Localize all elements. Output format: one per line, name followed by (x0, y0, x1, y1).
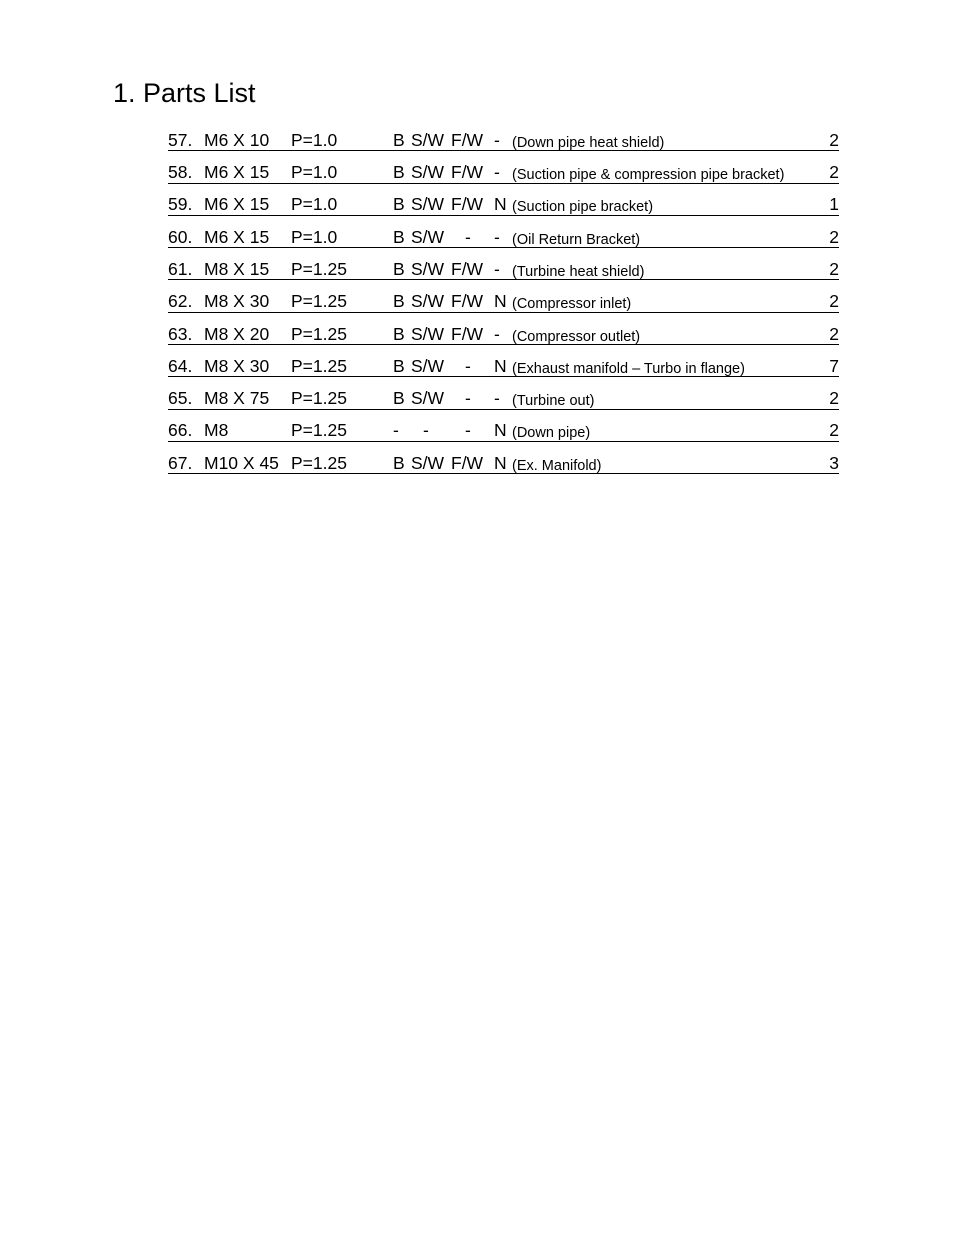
part-pitch: P=1.25 (291, 258, 347, 279)
part-quantity: 2 (829, 323, 839, 344)
part-number: 61. (168, 258, 193, 279)
part-flat-washer: F/W (451, 194, 484, 215)
part-pitch: P=1.25 (291, 323, 347, 344)
part-flat-washer: F/W (451, 291, 484, 312)
part-spring-washer: S/W (411, 355, 445, 376)
part-description: (Turbine heat shield) (512, 263, 645, 280)
part-row (168, 445, 839, 477)
part-flat-washer: - (465, 355, 471, 376)
part-row (168, 187, 839, 219)
part-row (168, 283, 839, 315)
part-number: 67. (168, 452, 193, 473)
part-pitch: P=1.25 (291, 291, 347, 312)
part-description: (Exhaust manifold – Turbo in flange) (512, 360, 745, 377)
part-flat-washer: - (465, 420, 471, 441)
page-title: 1. Parts List (113, 78, 256, 108)
part-quantity: 2 (829, 388, 839, 409)
part-spring-washer: S/W (411, 323, 445, 344)
part-quantity: 2 (829, 291, 839, 312)
part-quantity: 2 (829, 129, 839, 150)
part-pitch: P=1.0 (291, 129, 338, 150)
part-bolt: B (393, 388, 405, 409)
part-number: 63. (168, 323, 193, 344)
part-bolt: B (393, 291, 405, 312)
part-size: M6 X 15 (204, 194, 270, 215)
row-underline (168, 150, 839, 151)
part-flat-washer: F/W (451, 323, 484, 344)
part-spring-washer: S/W (411, 226, 445, 247)
part-size: M8 X 15 (204, 258, 270, 279)
part-quantity: 2 (829, 258, 839, 279)
part-bolt: B (393, 162, 405, 183)
part-flat-washer: F/W (451, 162, 484, 183)
part-number: 65. (168, 388, 193, 409)
part-bolt: B (393, 129, 405, 150)
part-row (168, 251, 839, 283)
part-pitch: P=1.0 (291, 194, 338, 215)
part-bolt: B (393, 323, 405, 344)
part-pitch: P=1.25 (291, 452, 347, 473)
part-size: M8 X 30 (204, 355, 270, 376)
row-underline (168, 279, 839, 280)
part-nut: N (494, 452, 507, 473)
part-nut: - (494, 388, 500, 409)
part-bolt: - (393, 420, 399, 441)
part-quantity: 2 (829, 162, 839, 183)
part-pitch: P=1.0 (291, 162, 338, 183)
part-size: M8 X 30 (204, 291, 270, 312)
part-spring-washer: S/W (411, 291, 445, 312)
parts-list (168, 122, 839, 477)
part-description: (Oil Return Bracket) (512, 231, 641, 248)
part-bolt: B (393, 452, 405, 473)
part-flat-washer: F/W (451, 129, 484, 150)
part-row (168, 316, 839, 348)
part-row (168, 219, 839, 251)
part-spring-washer: S/W (411, 388, 445, 409)
part-nut: N (494, 420, 507, 441)
part-flat-washer: F/W (451, 258, 484, 279)
part-size: M8 X 75 (204, 388, 270, 409)
part-quantity: 3 (829, 452, 839, 473)
part-nut: N (494, 194, 507, 215)
part-nut: - (494, 162, 500, 183)
part-spring-washer: S/W (411, 452, 445, 473)
part-spring-washer: S/W (411, 162, 445, 183)
part-quantity: 2 (829, 226, 839, 247)
part-size: M6 X 10 (204, 129, 270, 150)
part-pitch: P=1.25 (291, 355, 347, 376)
part-flat-washer: - (465, 226, 471, 247)
part-description: (Suction pipe & compression pipe bracket) (512, 167, 785, 184)
row-underline (168, 344, 839, 345)
part-nut: - (494, 323, 500, 344)
part-bolt: B (393, 226, 405, 247)
part-bolt: B (393, 258, 405, 279)
part-row (168, 154, 839, 186)
part-number: 60. (168, 226, 193, 247)
part-nut: - (494, 226, 500, 247)
part-description: (Turbine out) (512, 393, 595, 410)
part-spring-washer: S/W (411, 258, 445, 279)
part-size: M6 X 15 (204, 226, 270, 247)
part-spring-washer: S/W (411, 129, 445, 150)
part-description: (Compressor inlet) (512, 296, 632, 313)
part-size: M8 X 20 (204, 323, 270, 344)
row-underline (168, 409, 839, 410)
part-row (168, 413, 839, 445)
part-quantity: 7 (829, 355, 839, 376)
part-description: (Down pipe heat shield) (512, 134, 665, 151)
part-description: (Down pipe) (512, 425, 591, 442)
part-row (168, 380, 839, 412)
part-nut: N (494, 291, 507, 312)
row-underline (168, 183, 839, 184)
row-underline (168, 376, 839, 377)
part-bolt: B (393, 194, 405, 215)
part-nut: - (494, 129, 500, 150)
part-number: 59. (168, 194, 193, 215)
part-nut: - (494, 258, 500, 279)
part-quantity: 1 (829, 194, 839, 215)
part-flat-washer: F/W (451, 452, 484, 473)
part-number: 66. (168, 420, 193, 441)
part-description: (Ex. Manifold) (512, 457, 602, 474)
part-row (168, 122, 839, 154)
part-size: M8 (204, 420, 229, 441)
part-size: M6 X 15 (204, 162, 270, 183)
part-pitch: P=1.0 (291, 226, 338, 247)
part-description: (Compressor outlet) (512, 328, 641, 345)
part-description: (Suction pipe bracket) (512, 199, 654, 216)
part-bolt: B (393, 355, 405, 376)
part-number: 64. (168, 355, 193, 376)
part-number: 62. (168, 291, 193, 312)
part-nut: N (494, 355, 507, 376)
part-row (168, 348, 839, 380)
row-underline (168, 473, 839, 474)
part-pitch: P=1.25 (291, 420, 347, 441)
part-spring-washer: S/W (411, 194, 445, 215)
part-flat-washer: - (465, 388, 471, 409)
row-underline (168, 312, 839, 313)
part-number: 57. (168, 129, 193, 150)
row-underline (168, 441, 839, 442)
row-underline (168, 215, 839, 216)
part-number: 58. (168, 162, 193, 183)
row-underline (168, 247, 839, 248)
part-spring-washer: - (423, 420, 429, 441)
part-quantity: 2 (829, 420, 839, 441)
part-size: M10 X 45 (204, 452, 279, 473)
part-pitch: P=1.25 (291, 388, 347, 409)
